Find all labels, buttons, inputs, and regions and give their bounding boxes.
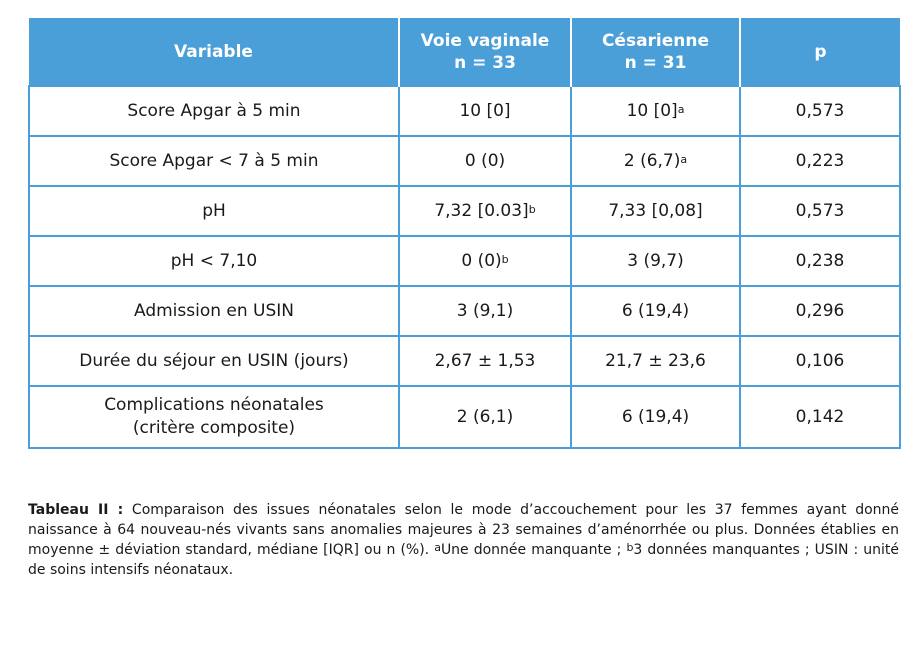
cell-cesarean: 2 $(6,7)^a$: [571, 136, 740, 186]
cell-cesarean: 6 (19,4): [571, 286, 740, 336]
results-table-container: [28, 18, 899, 449]
cell-cesarean: 21,7 ± 23,6: [571, 336, 740, 386]
cell-vaginal: 10 [0]: [399, 86, 571, 136]
table-row: [29, 86, 900, 136]
table-header-row: [29, 18, 900, 86]
cell-vaginal: 0 (0): [399, 136, 571, 186]
cell-vaginal: 0 $(0)^b$: [399, 236, 571, 286]
header-vaginal: Voie vaginale n = 33: [399, 18, 571, 86]
cell-vaginal: 3 (9,1): [399, 286, 571, 336]
cell-cesarean: 6 (19,4): [571, 386, 740, 448]
table-row: [29, 186, 900, 236]
cell-vaginal: 2,67 ± 1,53: [399, 336, 571, 386]
header-cesarean: Césarienne n = 31: [571, 18, 740, 86]
table-row: [29, 336, 900, 386]
table-row: [29, 136, 900, 186]
footnote-b-marker: b: [626, 541, 634, 554]
footnote-a-marker: a: [434, 541, 441, 554]
cell-p-value: 0,106: [740, 336, 900, 386]
cell-cesarean: 10 $[0]^a$: [571, 86, 740, 136]
table-row: [29, 286, 900, 336]
table-row: [29, 236, 900, 286]
cell-vaginal: 7,32 $[0.03]^b$: [399, 186, 571, 236]
cell-variable: Complications néonatales (critère composite): [29, 386, 399, 448]
cell-p-value: 0,142: [740, 386, 900, 448]
cell-p-value: 0,573: [740, 86, 900, 136]
cell-p-value: 0,573: [740, 186, 900, 236]
cell-vaginal: 2 (6,1): [399, 386, 571, 448]
cell-variable: pH: [29, 186, 399, 236]
caption-text: Comparaison des issues néonatales selon le mode d’accouchement pour les 37 femmes ayant donné naissance à 64 nouveau-nés vivants sans anomalies majeures à 23 semaines d’aménorrhée ou plus. Données établies en moyenne ± déviation standard, médiane [IQR] ou n (%).: [28, 502, 900, 558]
table-caption: [28, 500, 899, 580]
cell-cesarean: 7,33 [0,08]: [571, 186, 740, 236]
header-p-value: p: [740, 18, 900, 86]
table-row: [29, 386, 900, 448]
cell-variable: Score Apgar à 5 min: [29, 86, 399, 136]
caption-footnote-a: Une donnée manquante ;: [440, 542, 627, 558]
cell-variable: Durée du séjour en USIN (jours): [29, 336, 399, 386]
cell-variable: Admission en USIN: [29, 286, 399, 336]
cell-p-value: 0,296: [740, 286, 900, 336]
caption-label: Tableau II :: [28, 502, 124, 518]
header-variable: Variable: [29, 18, 399, 86]
cell-p-value: 0,238: [740, 236, 900, 286]
cell-variable: pH < 7,10: [29, 236, 399, 286]
neonatal-outcomes-table: [28, 18, 901, 449]
caption-footnote-b: 3 données manquantes ; USIN : unité de soins intensifs néonataux.: [28, 542, 899, 578]
cell-p-value: 0,223: [740, 136, 900, 186]
cell-cesarean: 3 (9,7): [571, 236, 740, 286]
cell-variable: Score Apgar < 7 à 5 min: [29, 136, 399, 186]
